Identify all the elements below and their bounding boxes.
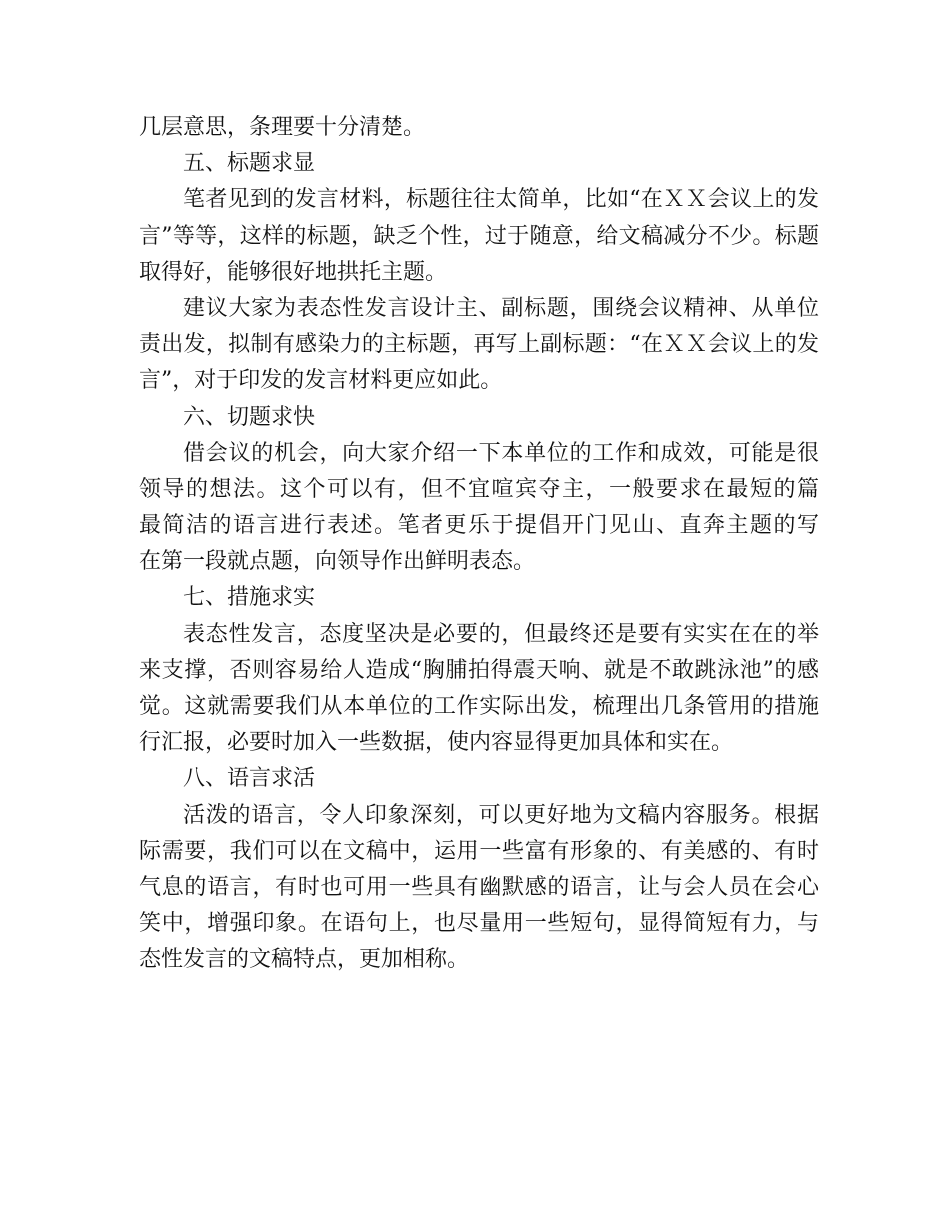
text-line: 表态性发言，态度坚决是必要的，但最终还是要有实实在在的举 xyxy=(183,621,819,647)
text-line: 六、切题求快 xyxy=(183,404,316,430)
text-line: 在第一段就点题，向领导作出鲜明表态。 xyxy=(139,549,536,575)
text-line: 几层意思，条理要十分清楚。 xyxy=(139,115,426,140)
text-line: 觉。这就需要我们从本单位的工作实际出发，梳理出几条管用的措施 xyxy=(139,694,819,719)
text-line: 八、语言求活 xyxy=(183,766,316,792)
text-line: 笑中，增强印象。在语句上，也尽量用一些短句，显得简短有力，与 xyxy=(139,911,819,937)
text-line: 言”等等，这样的标题，缺乏个性，过于随意，给文稿减分不少。标题 xyxy=(139,223,819,249)
text-line: 建议大家为表态性发言设计主、副标题，围绕会议精神、从单位 xyxy=(183,295,819,321)
text-line: 活泼的语言，令人印象深刻，可以更好地为文稿内容服务。根据 xyxy=(183,802,819,828)
text-line: 际需要，我们可以在文稿中，运用一些富有形象的、有美感的、有时 xyxy=(139,838,819,864)
text-line: 笔者见到的发言材料，标题往往太简单，比如“在ＸＸ会议上的发 xyxy=(183,187,819,213)
text-line: 借会议的机会，向大家介绍一下本单位的工作和成效，可能是很 xyxy=(183,440,819,466)
text-line: 言”，对于印发的发言材料更应如此。 xyxy=(139,368,503,394)
text-line: 领导的想法。这个可以有，但不宜喧宾夺主，一般要求在最短的篇 xyxy=(139,476,819,502)
text-line: 行汇报，必要时加入一些数据，使内容显得更加具体和实在。 xyxy=(139,730,734,756)
text-line: 态性发言的文稿特点，更加相称。 xyxy=(139,947,470,973)
text-line: 五、标题求显 xyxy=(183,151,316,177)
text-line: 七、措施求实 xyxy=(183,585,316,611)
text-line: 最简洁的语言进行表述。笔者更乐于提倡开门见山、直奔主题的写 xyxy=(139,513,819,539)
text-line: 来支撑，否则容易给人造成“胸脯拍得震天响、就是不敢跳泳池”的感 xyxy=(139,657,819,683)
text-line: 气息的语言，有时也可用一些具有幽默感的语言，让与会人员在会心 xyxy=(139,874,819,900)
text-line: 取得好，能够很好地拱托主题。 xyxy=(139,259,448,285)
text-line: 责出发，拟制有感染力的主标题，再写上副标题：“在ＸＸ会议上的发 xyxy=(139,332,819,358)
document-body xyxy=(139,110,819,979)
